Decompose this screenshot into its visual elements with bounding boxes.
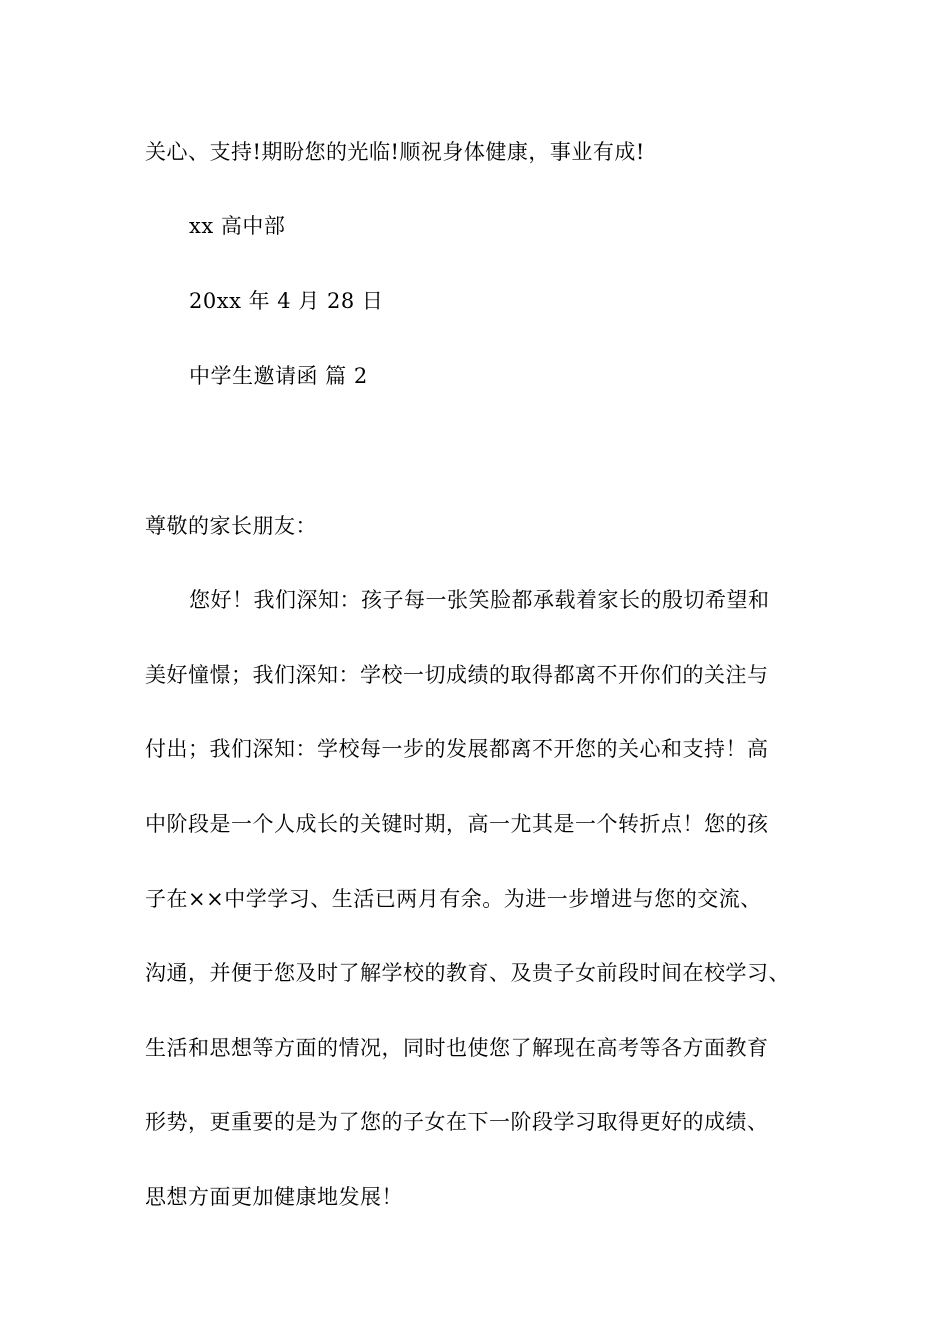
section-title: 中学生邀请函 篇 2 — [189, 364, 368, 388]
body-line: 美好憧憬；我们深知：学校一切成绩的取得都离不开你们的关注与 — [145, 663, 769, 687]
salutation: 尊敬的家长朋友： — [145, 514, 317, 538]
body-line: 您好！我们深知：孩子每一张笑脸都承载着家长的殷切希望和 — [189, 588, 770, 612]
signature-date: 20xx 年 4 月 28 日 — [189, 289, 384, 313]
body-line: 生活和思想等方面的情况，同时也使您了解现在高考等各方面教育 — [145, 1036, 769, 1060]
body-line: 中阶段是一个人成长的关键时期，高一尤其是一个转折点！您的孩 — [145, 812, 769, 836]
closing-sentence: 关心、支持!期盼您的光临!顺祝身体健康，事业有成! — [145, 140, 645, 164]
body-line: 子在××中学学习、生活已两月有余。为进一步增进与您的交流、 — [145, 887, 762, 911]
body-line: 思想方面更加健康地发展！ — [145, 1185, 403, 1209]
body-line: 沟通，并便于您及时了解学校的教育、及贵子女前段时间在校学习、 — [145, 961, 790, 985]
body-line: 付出；我们深知：学校每一步的发展都离不开您的关心和支持！高 — [145, 737, 769, 761]
signature-organization: xx 高中部 — [189, 214, 286, 238]
body-line: 形势，更重要的是为了您的子女在下一阶段学习取得更好的成绩、 — [145, 1110, 769, 1134]
